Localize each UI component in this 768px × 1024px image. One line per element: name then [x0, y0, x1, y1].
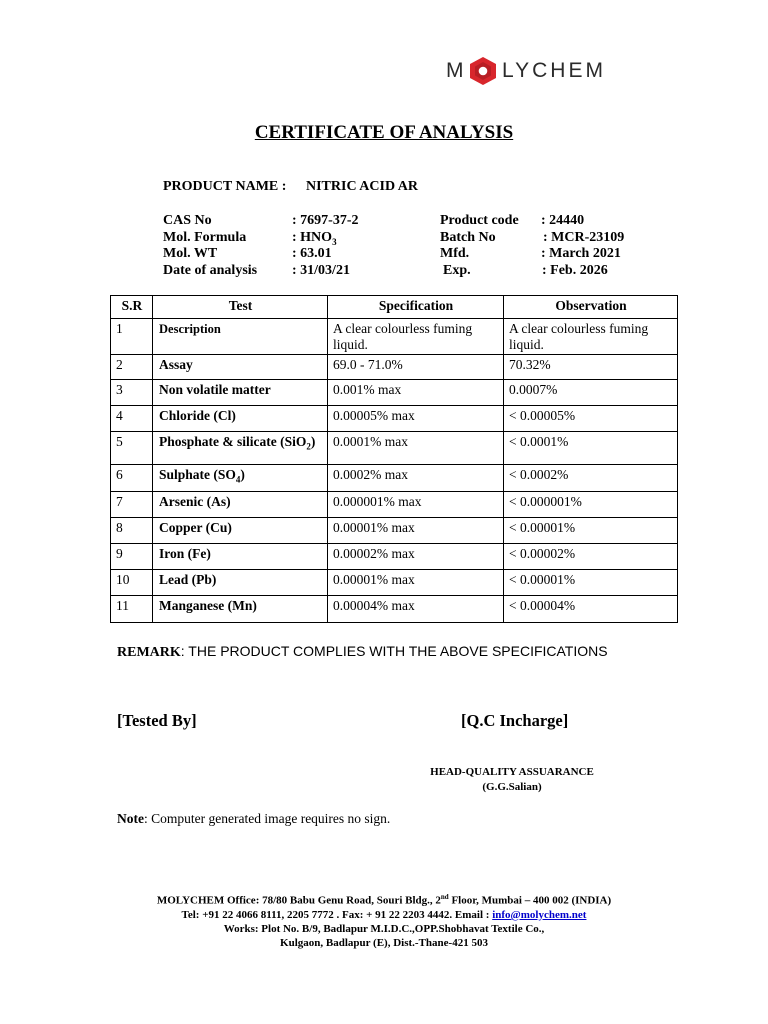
mfd-value: : March 2021: [541, 246, 621, 261]
cell-test: Copper (Cu): [153, 518, 328, 544]
footer-office-line: MOLYCHEM Office: 78/80 Babu Genu Road, Souri Bldg., 2nd Floor, Mumbai – 400 002 (INDIA): [156, 893, 612, 907]
head-qa-title: HEAD-QUALITY ASSUARANCE: [430, 766, 594, 778]
mol-formula-label: Mol. Formula: [163, 230, 247, 245]
cell-spec: 0.00002% max: [328, 544, 504, 570]
table-row: [111, 432, 678, 465]
logo-letter-m: M: [446, 59, 467, 82]
footer-address: [0, 890, 768, 950]
cell-sr: 10: [111, 570, 153, 596]
cell-test: Lead (Pb): [153, 570, 328, 596]
cell-obs: < 0.00002%: [504, 544, 678, 570]
table-row: [111, 465, 678, 492]
product-code-value: : 24440: [541, 213, 585, 228]
table-row: [111, 544, 678, 570]
table-row: [111, 596, 678, 623]
logo-wordmark: LYCHEM: [502, 59, 606, 82]
cell-test: Arsenic (As): [153, 492, 328, 518]
cell-sr: 6: [111, 465, 153, 492]
header-observation: Observation: [504, 296, 678, 319]
table-header-row: [111, 296, 678, 319]
cell-sr: 2: [111, 355, 153, 380]
note-text: : Computer generated image requires no sign.: [144, 811, 391, 826]
date-of-analysis-value: : 31/03/21: [292, 263, 350, 278]
cell-test: Manganese (Mn): [153, 596, 328, 623]
table-row: [111, 570, 678, 596]
exp-value: : Feb. 2026: [542, 263, 608, 278]
head-qa-name: (G.G.Salian): [482, 781, 542, 793]
cell-test: Description: [153, 319, 328, 355]
cell-spec: 0.00001% max: [328, 570, 504, 596]
product-code-label: Product code: [440, 213, 519, 228]
cell-obs: 0.0007%: [504, 380, 678, 406]
table-row: [111, 518, 678, 544]
cell-test: Assay: [153, 355, 328, 380]
cell-sr: 1: [111, 319, 153, 355]
mol-wt-value: : 63.01: [292, 246, 332, 261]
cell-test: Sulphate $(SO_4)$: [153, 465, 328, 492]
cell-spec: 0.0001% max: [328, 432, 504, 465]
specification-table: [110, 295, 678, 623]
mol-formula-value: : $HNO_3$: [292, 230, 337, 247]
cas-no-label: CAS No: [163, 213, 212, 228]
cell-obs: < 0.0001%: [504, 432, 678, 465]
cell-obs: A clear colourless fuming liquid.: [504, 319, 678, 355]
email-link[interactable]: info@molychem.net: [492, 908, 587, 921]
note-label: Note: [117, 811, 144, 826]
cell-obs: < 0.00001%: [504, 570, 678, 596]
cell-sr: 9: [111, 544, 153, 570]
exp-label: Exp.: [443, 263, 471, 278]
footer-works-line: Works: Plot No. B/9, Badlapur M.I.D.C.,OPP.Shobhavat Textile Co.,: [223, 922, 545, 935]
remark-line: [117, 643, 608, 661]
cell-sr: 5: [111, 432, 153, 465]
cell-spec: 0.0002% max: [328, 465, 504, 492]
header-test: Test: [153, 296, 328, 319]
cell-spec: 69.0 - 71.0%: [328, 355, 504, 380]
hexagon-logo-icon: [468, 56, 498, 86]
mol-wt-label: Mol. WT: [163, 246, 218, 261]
cell-test: Phosphate & silicate (SiO$_2$): [153, 432, 328, 465]
cell-spec: A clear colourless fuming liquid.: [328, 319, 504, 355]
cell-spec: 0.000001% max: [328, 492, 504, 518]
molychem-logo: [446, 54, 646, 88]
cas-no-value: : 7697-37-2: [292, 213, 359, 228]
cell-sr: 8: [111, 518, 153, 544]
remark-text: : THE PRODUCT COMPLIES WITH THE ABOVE SPECIFICATIONS: [180, 643, 608, 659]
cell-obs: < 0.00005%: [504, 406, 678, 432]
cell-obs: < 0.00001%: [504, 518, 678, 544]
cell-test: Iron (Fe): [153, 544, 328, 570]
tested-by-label: [Tested By]: [117, 711, 197, 730]
batch-no-value: : MCR-23109: [543, 230, 625, 245]
cell-obs: < 0.00004%: [504, 596, 678, 623]
product-name-label: PRODUCT NAME :: [163, 179, 287, 194]
product-name-value: NITRIC ACID AR: [306, 179, 419, 194]
cell-spec: 0.00005% max: [328, 406, 504, 432]
mfd-label: Mfd.: [440, 246, 470, 261]
cell-obs: < 0.000001%: [504, 492, 678, 518]
document-title: CERTIFICATE OF ANALYSIS: [254, 122, 514, 143]
cell-obs: 70.32%: [504, 355, 678, 380]
cell-sr: 4: [111, 406, 153, 432]
cell-sr: 11: [111, 596, 153, 623]
batch-no-label: Batch No: [440, 230, 496, 245]
date-of-analysis-label: Date of analysis: [163, 263, 258, 278]
cell-spec: 0.00001% max: [328, 518, 504, 544]
cell-spec: 0.00004% max: [328, 596, 504, 623]
cell-sr: 7: [111, 492, 153, 518]
qc-incharge-label: [Q.C Incharge]: [461, 711, 569, 730]
cell-obs: < 0.0002%: [504, 465, 678, 492]
cell-sr: 3: [111, 380, 153, 406]
table-row: [111, 492, 678, 518]
cell-spec: 0.001% max: [328, 380, 504, 406]
note-line: [117, 811, 390, 827]
remark-label: REMARK: [117, 645, 181, 660]
footer-contact-line: Tel: +91 22 4066 8111, 2205 7772 . Fax: + 91 22 2203 4442. Email : info@molychem.net: [181, 908, 587, 921]
header-sr: S.R: [111, 296, 153, 319]
table-row: [111, 380, 678, 406]
table-row: [111, 406, 678, 432]
cell-test: Non volatile matter: [153, 380, 328, 406]
table-row: [111, 319, 678, 355]
footer-location-line: Kulgaon, Badlapur (E), Dist.-Thane-421 503: [280, 936, 488, 949]
table-row: [111, 355, 678, 380]
header-specification: Specification: [328, 296, 504, 319]
cell-test: Chloride (Cl): [153, 406, 328, 432]
